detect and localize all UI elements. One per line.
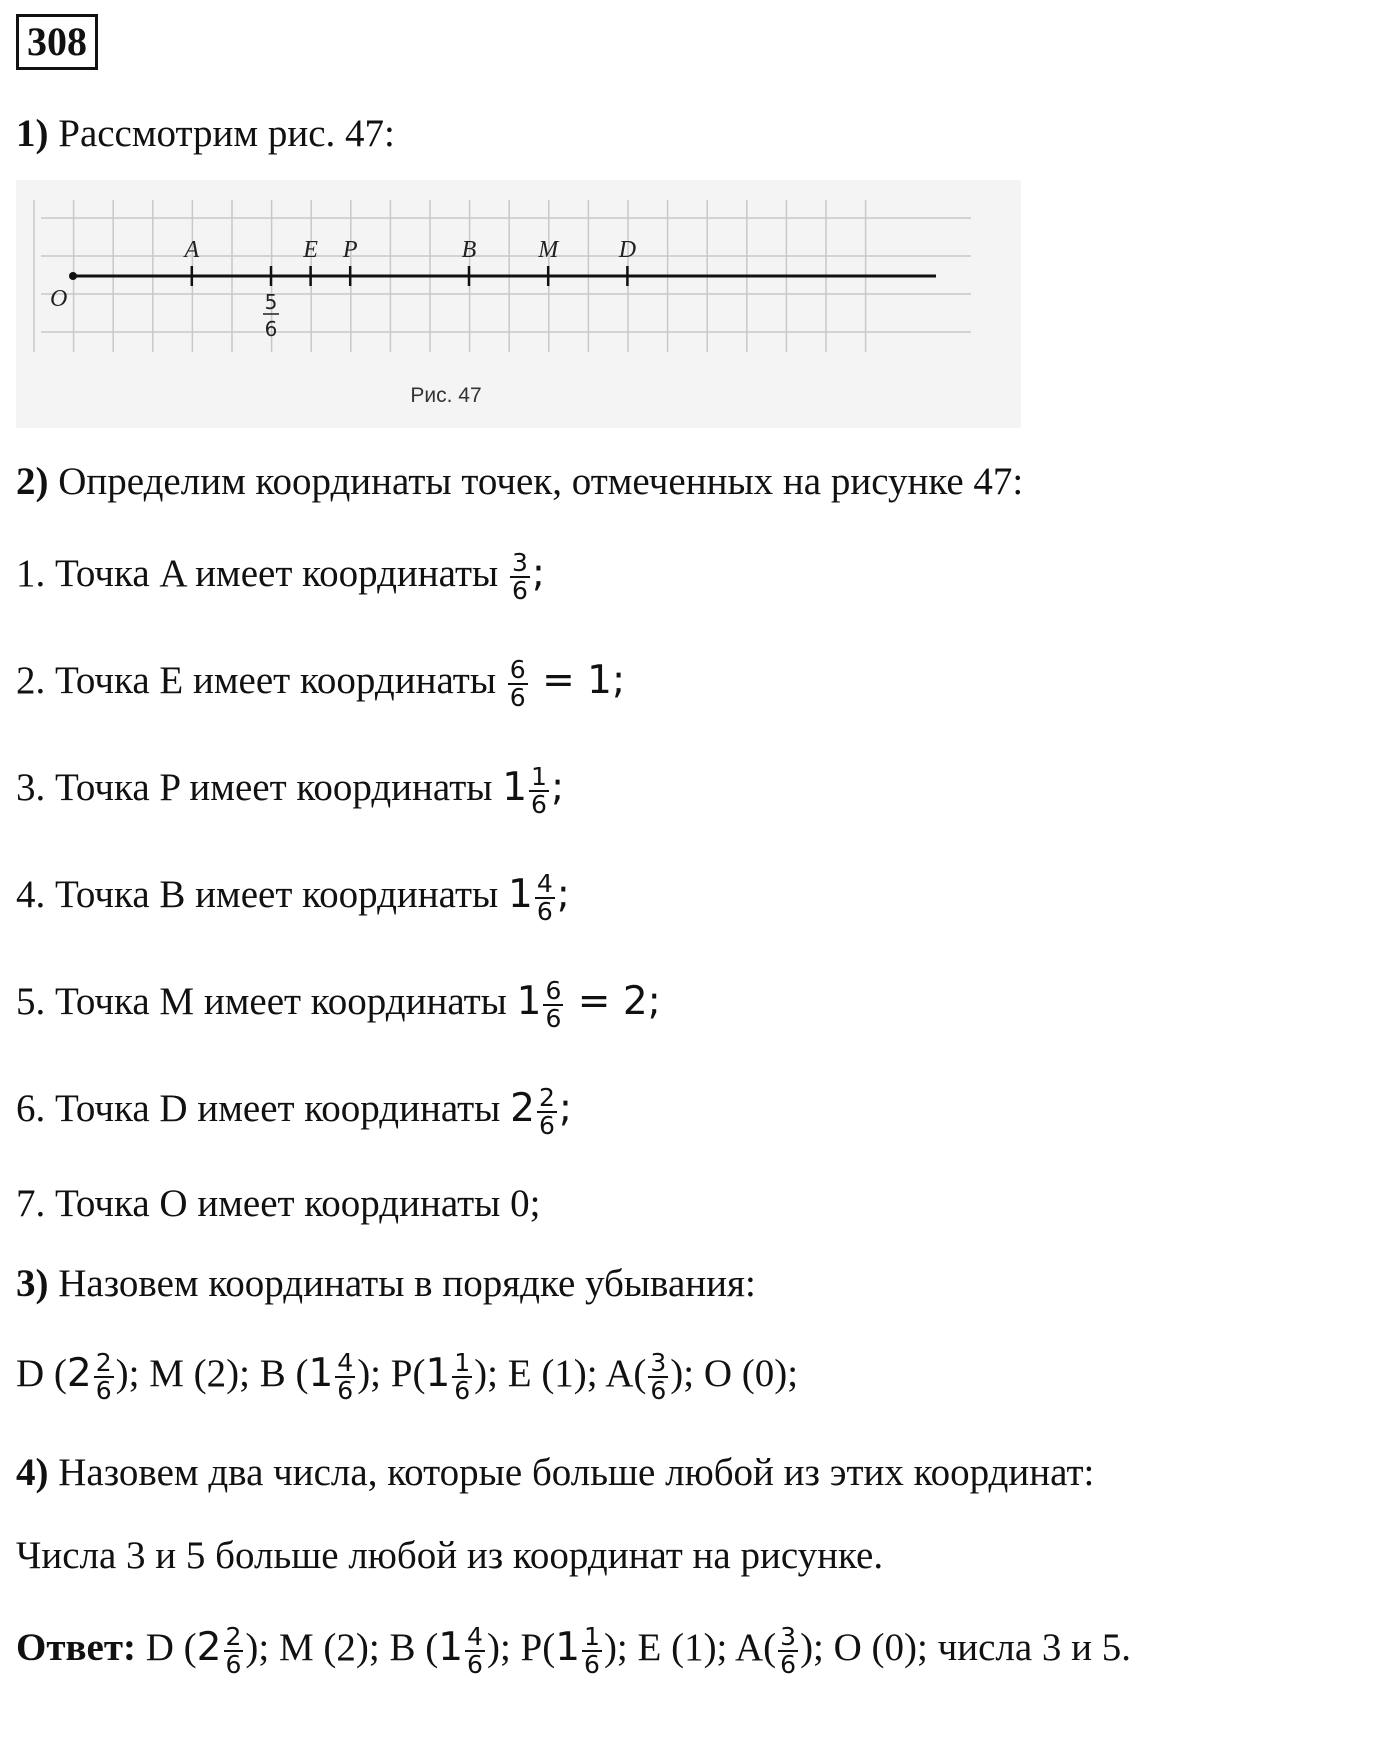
step-1: [16, 110, 395, 158]
step-3-number: 3): [16, 1262, 49, 1305]
fraction: $\frac{6}{6}$: [509, 655, 526, 713]
tick-label-numerator: 5: [264, 290, 278, 314]
fraction: $\frac{1}{6}$: [454, 1348, 471, 1406]
ordered-coordinates: D (2 $\frac{2}{6}$ ); M (2); B (1 $\frac{4}{6}$ ); P(1 $\frac{1}{6}$ ); E (1); A( $\frac{3}{6}$ ); O (0);: [16, 1348, 799, 1406]
whole-part: 1: [507, 872, 533, 918]
fraction: $\frac{3}{6}$: [780, 1622, 797, 1680]
origin-point: [69, 272, 77, 280]
coordinate-item-2: [16, 657, 625, 712]
item-text: 5. Точка M имеет координаты: [16, 980, 517, 1024]
point-p-label: P: [342, 237, 358, 263]
item-tail: = 2;: [565, 979, 661, 1025]
item-tail: ;: [558, 1086, 573, 1132]
fraction: $\frac{2}{6}$: [95, 1348, 112, 1406]
coordinate-item-1: [16, 550, 545, 605]
number-line-svg: [16, 180, 1021, 428]
step-3: [16, 1260, 756, 1308]
fraction: $\frac{1}{6}$: [531, 762, 547, 820]
point-a-label: A: [184, 237, 200, 263]
item-text: 4. Точка B имеет координаты: [16, 873, 508, 917]
step-2-number: 2): [16, 460, 49, 503]
item-tail: = 1;: [529, 658, 626, 704]
step-4-conclusion: Числа 3 и 5 больше любой из координат на рисунке.: [16, 1534, 884, 1577]
tick-label-denominator: 6: [264, 317, 278, 341]
whole-part: 1: [502, 765, 528, 811]
item-text: 3. Точка P имеет координаты: [16, 766, 503, 810]
item-tail: ;: [556, 872, 570, 918]
coordinate-item-5: [16, 978, 661, 1033]
step-3-text: Назовем координаты в порядке убывания:: [48, 1262, 756, 1305]
item-text: 2. Точка E имеет координаты: [16, 659, 506, 703]
fraction: $\frac{4}{6}$: [337, 1348, 354, 1406]
task-number: 308: [16, 14, 98, 70]
item-text: 7. Точка O имеет координаты 0;: [16, 1182, 541, 1225]
coordinate-item-4: [16, 871, 570, 926]
step-1-number: 1): [16, 112, 49, 155]
step-4: [16, 1449, 1094, 1497]
coordinate-item-3: [16, 764, 564, 819]
point-b-label: B: [461, 237, 477, 263]
step-1-text: Рассмотрим рис. 47:: [48, 112, 395, 155]
step-2-text: Определим координаты точек, отмеченных на рисунке 47:: [48, 460, 1024, 503]
step-2: [16, 458, 1023, 506]
number-line-figure: [16, 180, 1021, 428]
answer-line: Ответ: D (2 $\frac{2}{6}$ ); M (2); B (1 $\frac{4}{6}$ ); P(1 $\frac{1}{6}$ ); E (1); A( $\frac{3}{6}$ ); O (0); числа 3 и 5.: [16, 1622, 1132, 1680]
item-tail: ;: [550, 765, 565, 811]
whole-part: 2: [510, 1086, 535, 1132]
item-text: 6. Точка D имеет координаты: [16, 1087, 511, 1131]
item-text: 1. Точка A имеет координаты: [16, 552, 508, 596]
step-4-number: 4): [16, 1451, 49, 1494]
fraction: $\frac{2}{6}$: [538, 1083, 555, 1141]
fraction: $\frac{3}{6}$: [511, 548, 528, 606]
figure-caption: Рис. 47: [410, 384, 482, 407]
answer-label: Ответ:: [16, 1626, 137, 1670]
origin-label: O: [50, 286, 68, 312]
whole-part: 1: [516, 979, 542, 1025]
fraction: $\frac{4}{6}$: [536, 869, 553, 927]
step-4-text: Назовем два числа, которые больше любой из этих координат:: [48, 1451, 1095, 1494]
coordinate-item-7: [16, 1180, 540, 1228]
fraction: $\frac{4}{6}$: [467, 1622, 483, 1680]
point-m-label: M: [538, 237, 559, 263]
coordinate-item-6: [16, 1085, 572, 1140]
fraction: $\frac{6}{6}$: [545, 976, 562, 1034]
fraction: $\frac{1}{6}$: [584, 1622, 600, 1680]
fraction: $\frac{2}{6}$: [225, 1622, 242, 1680]
item-tail: ;: [531, 551, 546, 597]
fraction: $\frac{3}{6}$: [650, 1348, 667, 1406]
point-d-label: D: [618, 237, 637, 263]
point-e-label: E: [303, 237, 318, 263]
